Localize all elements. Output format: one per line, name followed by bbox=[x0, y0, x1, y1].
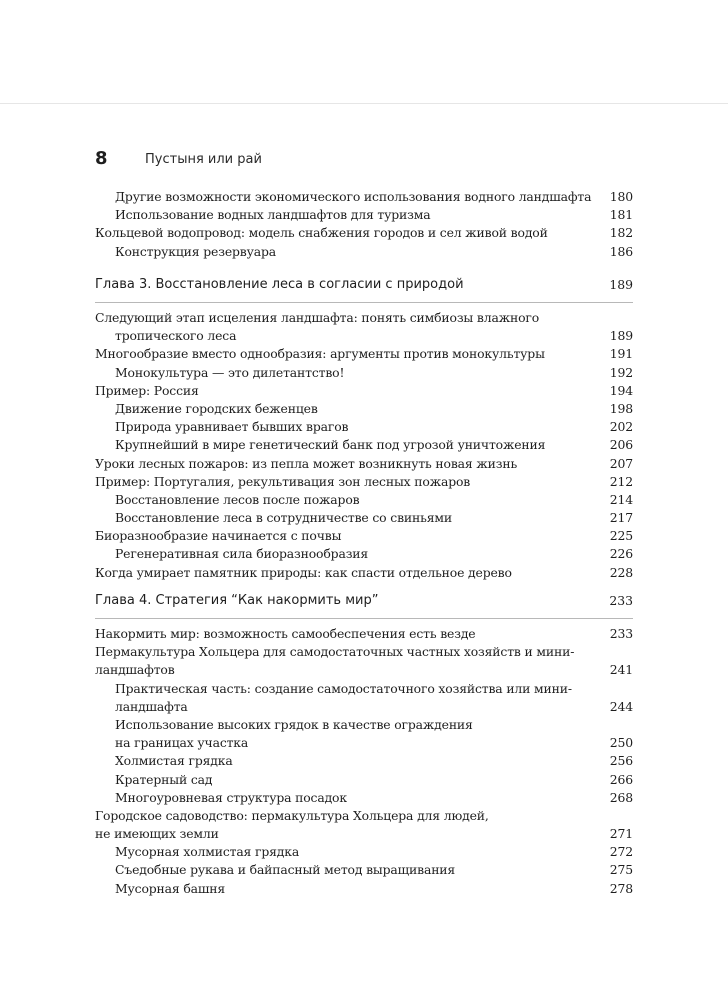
toc-entry bbox=[95, 545, 633, 563]
entry-title: тропического леса bbox=[115, 328, 237, 344]
entry-title: Пример: Португалия, рекультивация зон лесных пожаров bbox=[95, 473, 471, 489]
entry-page: 202 bbox=[609, 419, 633, 435]
entry-title: ландшафтов bbox=[95, 662, 175, 678]
chapter-divider bbox=[95, 618, 633, 619]
entry-title: Биоразнообразие начинается с почвы bbox=[95, 528, 342, 544]
toc-entry bbox=[95, 327, 633, 345]
toc-entry bbox=[95, 861, 633, 879]
toc-entry bbox=[95, 224, 633, 242]
toc-entry bbox=[95, 206, 633, 224]
toc-entry bbox=[95, 880, 633, 898]
entry-title: Накормить мир: возможность самообеспечения есть везде bbox=[95, 626, 476, 641]
toc-entry bbox=[95, 734, 633, 752]
entry-title: Использование водных ландшафтов для туризма bbox=[115, 207, 431, 223]
entry-page: 256 bbox=[609, 753, 633, 769]
toc-entry bbox=[95, 643, 633, 661]
toc-entry bbox=[95, 400, 633, 418]
toc-entry bbox=[95, 382, 633, 400]
toc-entry bbox=[95, 625, 633, 643]
entry-title: Холмистая грядка bbox=[115, 753, 233, 769]
entry-page: 225 bbox=[609, 528, 633, 544]
entry-page: 228 bbox=[609, 564, 633, 580]
entry-title: Городское садоводство: пермакультура Хольцера для людей, bbox=[95, 807, 489, 823]
entry-page: 272 bbox=[609, 844, 633, 860]
entry-page: 217 bbox=[609, 510, 633, 526]
toc-entry bbox=[95, 436, 633, 454]
toc-entry bbox=[95, 789, 633, 807]
toc-entry bbox=[95, 527, 633, 545]
toc-entry bbox=[95, 661, 633, 679]
chapter-page: 189 bbox=[609, 277, 633, 292]
entry-page: 192 bbox=[609, 364, 633, 380]
entry-title: Восстановление леса в сотрудничестве со свиньями bbox=[115, 510, 452, 526]
entry-page: 278 bbox=[609, 880, 633, 896]
entry-title: на границах участка bbox=[115, 735, 249, 751]
entry-title: Когда умирает памятник природы: как спасти отдельное дерево bbox=[95, 564, 512, 580]
toc-chapter-4 bbox=[95, 590, 633, 898]
toc-entry bbox=[95, 418, 633, 436]
entry-title: Движение городских беженцев bbox=[115, 400, 318, 416]
entry-page: 214 bbox=[609, 491, 633, 507]
toc-entry bbox=[95, 825, 633, 843]
entry-title: Практическая часть: создание самодостаточного хозяйства или мини- bbox=[115, 680, 572, 696]
entry-page: 206 bbox=[609, 437, 633, 453]
entry-page: 271 bbox=[609, 826, 633, 842]
entry-page: 186 bbox=[609, 243, 633, 259]
toc-entry bbox=[95, 491, 633, 509]
entry-title: Регенеративная сила биоразнообразия bbox=[115, 546, 369, 562]
entry-page: 212 bbox=[609, 473, 633, 489]
entry-title: Мусорная башня bbox=[115, 880, 226, 896]
toc-entry bbox=[95, 843, 633, 861]
toc-list bbox=[95, 309, 633, 582]
entry-title: Восстановление лесов после пожаров bbox=[115, 491, 360, 507]
entry-title: Многообразие вместо однообразия: аргументы против монокультуры bbox=[95, 346, 545, 362]
toc-entry bbox=[95, 680, 633, 698]
entry-title: ландшафта bbox=[115, 698, 188, 714]
chapter-page: 233 bbox=[609, 593, 633, 608]
toc-entry bbox=[95, 364, 633, 382]
entry-title: Съедобные рукава и байпасный метод выращивания bbox=[115, 862, 456, 878]
chapter-heading bbox=[95, 274, 633, 296]
entry-page: 244 bbox=[609, 698, 633, 714]
toc-entry bbox=[95, 716, 633, 734]
entry-page: 189 bbox=[609, 328, 633, 344]
book-title: Пустыня или рай bbox=[145, 152, 262, 167]
toc-entry bbox=[95, 771, 633, 789]
entry-title: Пример: Россия bbox=[95, 382, 199, 398]
toc-list bbox=[95, 625, 633, 898]
toc-entry bbox=[95, 188, 633, 206]
chapter-title: Глава 3. Восстановление леса в согласии с природой bbox=[95, 277, 464, 292]
entry-title: не имеющих земли bbox=[95, 826, 219, 842]
top-margin bbox=[0, 0, 728, 103]
entry-title: Конструкция резервуара bbox=[115, 243, 277, 259]
entry-page: 250 bbox=[609, 735, 633, 751]
toc-chapter-3 bbox=[95, 274, 633, 582]
entry-page: 182 bbox=[609, 225, 633, 241]
chapter-title: Глава 4. Стратегия “Как накормить мир” bbox=[95, 593, 379, 608]
chapter-heading bbox=[95, 590, 633, 612]
entry-page: 191 bbox=[609, 346, 633, 362]
entry-title: Монокультура — это дилетантство! bbox=[115, 364, 345, 380]
entry-title: Кольцевой водопровод: модель снабжения городов и сел живой водой bbox=[95, 225, 548, 241]
entry-title: Другие возможности экономического использования водного ландшафта bbox=[115, 189, 592, 204]
entry-title: Использование высоких грядок в качестве ограждения bbox=[115, 716, 473, 732]
entry-page: 268 bbox=[609, 789, 633, 805]
toc-entry bbox=[95, 345, 633, 363]
entry-title: Многоуровневая структура посадок bbox=[115, 789, 347, 805]
toc-entry bbox=[95, 473, 633, 491]
chapter-divider bbox=[95, 302, 633, 303]
toc-entry bbox=[95, 509, 633, 527]
toc-entry bbox=[95, 243, 633, 261]
entry-title: Следующий этап исцеления ландшафта: понять симбиозы влажного bbox=[95, 310, 540, 325]
entry-page: 180 bbox=[609, 189, 633, 204]
toc-entry bbox=[95, 309, 633, 327]
entry-title: Крупнейший в мире генетический банк под угрозой уничтожения bbox=[115, 437, 546, 453]
toc-entry bbox=[95, 752, 633, 770]
toc-entry bbox=[95, 455, 633, 473]
entry-title: Мусорная холмистая грядка bbox=[115, 844, 300, 860]
entry-page: 233 bbox=[609, 626, 633, 641]
entry-page: 241 bbox=[609, 662, 633, 678]
entry-page: 275 bbox=[609, 862, 633, 878]
page-top-edge bbox=[0, 103, 728, 104]
toc-entry bbox=[95, 698, 633, 716]
entry-title: Кратерный сад bbox=[115, 771, 213, 787]
toc-entry bbox=[95, 564, 633, 582]
entry-page: 226 bbox=[609, 546, 633, 562]
entry-page: 266 bbox=[609, 771, 633, 787]
entry-title: Природа уравнивает бывших врагов bbox=[115, 419, 349, 435]
entry-page: 194 bbox=[609, 382, 633, 398]
entry-page: 181 bbox=[609, 207, 633, 223]
entry-page: 207 bbox=[609, 455, 633, 471]
entry-page: 198 bbox=[609, 400, 633, 416]
toc-block-chapter2-tail bbox=[95, 188, 633, 261]
toc-entry bbox=[95, 807, 633, 825]
entry-title: Уроки лесных пожаров: из пепла может возникнуть новая жизнь bbox=[95, 455, 518, 471]
entry-title: Пермакультура Хольцера для самодостаточных частных хозяйств и мини- bbox=[95, 644, 575, 660]
page-number: 8 bbox=[95, 148, 108, 169]
